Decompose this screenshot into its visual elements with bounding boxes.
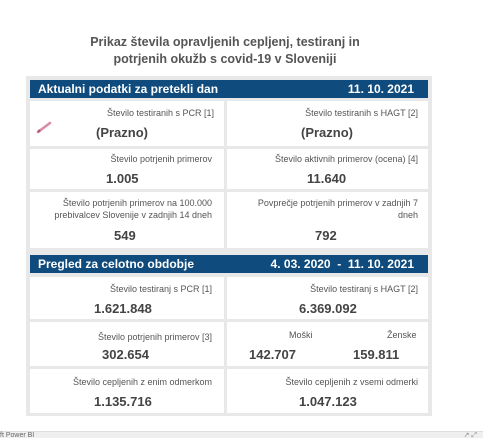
section-title-total: Pregled za celotno obdobje <box>38 257 195 271</box>
card-confirmed-daily <box>30 149 224 189</box>
card-value: (Prazno) <box>96 125 148 140</box>
label-female: Ženske <box>387 330 417 340</box>
card-hagt-daily <box>227 101 428 146</box>
card-gender-split <box>227 322 428 366</box>
card-label-line-1: Število potrjenih primerov na 100.000 <box>62 198 212 208</box>
section-header-daily <box>30 80 428 98</box>
report-title <box>0 34 450 68</box>
card-hagt-total <box>227 277 428 319</box>
card-label: Število cepljenih z enim odmerkom <box>72 377 212 387</box>
card-label: Število testiranj s HAGT [2] <box>310 284 418 294</box>
card-value: 1.047.123 <box>299 394 357 409</box>
card-label <box>258 197 418 221</box>
card-pcr-daily <box>30 101 224 146</box>
card-label: Število cepljenih z vsemi odmerki <box>285 377 418 387</box>
footer-icons <box>464 431 477 440</box>
card-7day-average <box>227 192 428 248</box>
card-value: 1.621.848 <box>94 301 152 316</box>
powerbi-footer-link[interactable]: ft Power BI <box>0 432 35 439</box>
card-value: 11.640 <box>307 171 347 186</box>
card-label-line-2: dneh <box>397 210 418 220</box>
value-female: 159.811 <box>353 347 400 362</box>
section-date-range: 4. 03. 2020 - 11. 10. 2021 <box>270 257 414 271</box>
card-pcr-total <box>30 277 224 319</box>
card-label: Število testiranj s PCR [1] <box>109 284 212 294</box>
share-icon[interactable]: ↗ <box>463 432 470 439</box>
card-full-dose <box>227 369 428 413</box>
card-label: Število testiranih s HAGT [2] <box>305 108 418 118</box>
card-value: 549 <box>114 228 136 243</box>
card-label: Število potrjenih primerov [3] <box>97 332 212 342</box>
section-header-total <box>30 255 428 273</box>
card-one-dose <box>30 369 224 413</box>
card-label: Število aktivnih primerov (ocena) [4] <box>274 154 418 164</box>
card-label: Število potrjenih primerov <box>110 154 212 164</box>
card-label: Število testiranih s PCR [1] <box>106 108 214 118</box>
card-label-line-2: prebivalcev Slovenije v zadnjih 14 dneh <box>54 210 212 220</box>
section-title-daily: Aktualni podatki za pretekli dan <box>38 82 219 96</box>
section-date-daily: 11. 10. 2021 <box>347 82 414 96</box>
title-line-1: Prikaz števila opravljenih cepljenj, testiranj in <box>90 35 360 49</box>
pencil-icon <box>36 120 52 139</box>
card-value: 1.135.716 <box>94 394 152 409</box>
card-value: 6.369.092 <box>299 301 357 316</box>
card-label <box>54 197 212 221</box>
card-confirmed-total <box>30 322 224 366</box>
value-male: 142.707 <box>249 347 296 362</box>
card-label-line-1: Povprečje potrjenih primerov v zadnjih 7 <box>257 198 418 208</box>
card-value: 792 <box>315 228 337 243</box>
card-active-cases <box>227 149 428 189</box>
card-value: 302.654 <box>102 347 149 362</box>
card-value: (Prazno) <box>301 125 353 140</box>
fullscreen-icon[interactable]: ⤢ <box>471 432 477 439</box>
card-14day-rate <box>30 192 224 248</box>
label-male: Moški <box>289 330 313 340</box>
card-value: 1.005 <box>106 171 139 186</box>
title-line-2: potrjenih okužb s covid-19 v Sloveniji <box>113 52 337 66</box>
